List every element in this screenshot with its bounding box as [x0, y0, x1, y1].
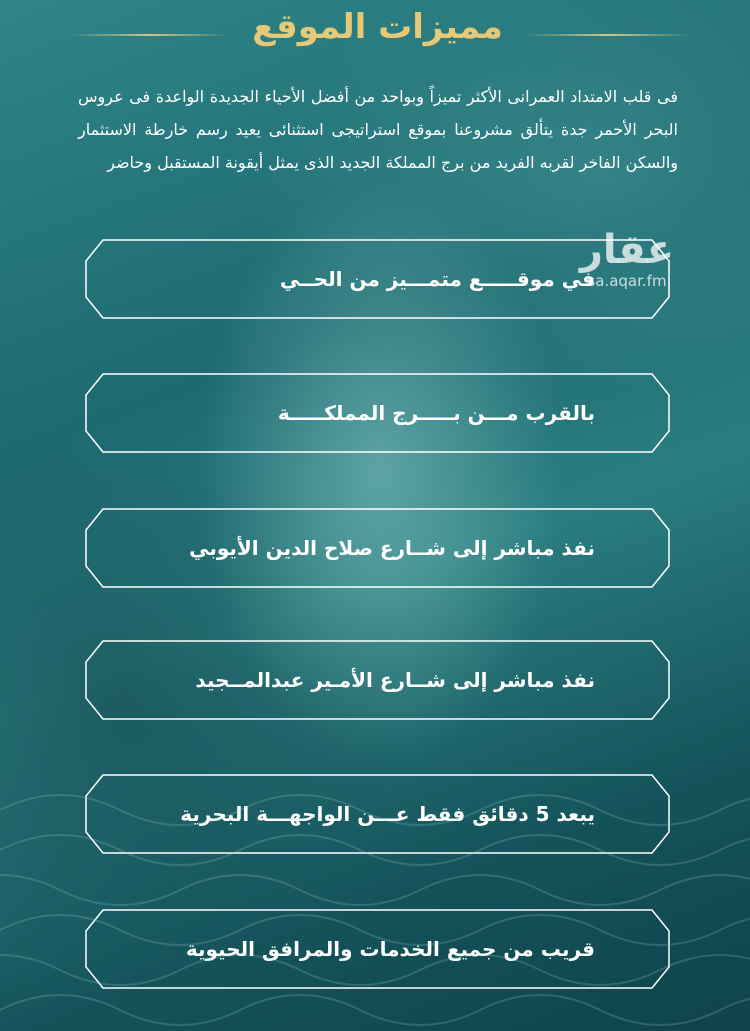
intro-paragraph: فى قلب الامتداد العمرانى الأكثر تميزاً وبواحد من أفضل الأحياء الجديدة الواعدة فى عروس البحر الأحمر جدة يتألق مشروعنا بموقع استراتيجى استثنائى يعيد رسم خارطة الاستثمار والسكن الفاخر لقربه الفريد من برج المملكة الجديد الذى يمثل أيقونة المستقبل وحاضر: [78, 87, 678, 172]
feature-label: يبعد 5 دقائق فقط عـــن الواجهـــة البحرية: [180, 802, 595, 826]
feature-item: [85, 508, 670, 588]
feature-label: بالقرب مـــن بـــــرج المملكـــــة: [277, 401, 595, 425]
watermark-site: sa.aqar.fm: [587, 272, 667, 290]
title-divider-left: [70, 34, 230, 36]
header: [0, 0, 750, 50]
wave-pattern: [0, 770, 750, 1031]
feature-item: [85, 640, 670, 720]
page-title: مميزات الموقع: [252, 7, 503, 47]
feature-label: قريب من جميع الخدمات والمرافق الحيوية: [185, 937, 595, 961]
title-divider-right: [525, 34, 690, 36]
feature-label: نفذ مباشر إلى شــارع الأمـير عبدالمــجيد: [195, 668, 595, 692]
feature-label: في موقـــــع متمـــيز من الحــي: [279, 267, 595, 291]
feature-item: [85, 239, 670, 319]
watermark-logo: عقار: [579, 227, 675, 273]
feature-label: نفذ مباشر إلى شــارع صلاح الدين الأيوبي: [189, 536, 595, 560]
feature-item: [85, 373, 670, 453]
